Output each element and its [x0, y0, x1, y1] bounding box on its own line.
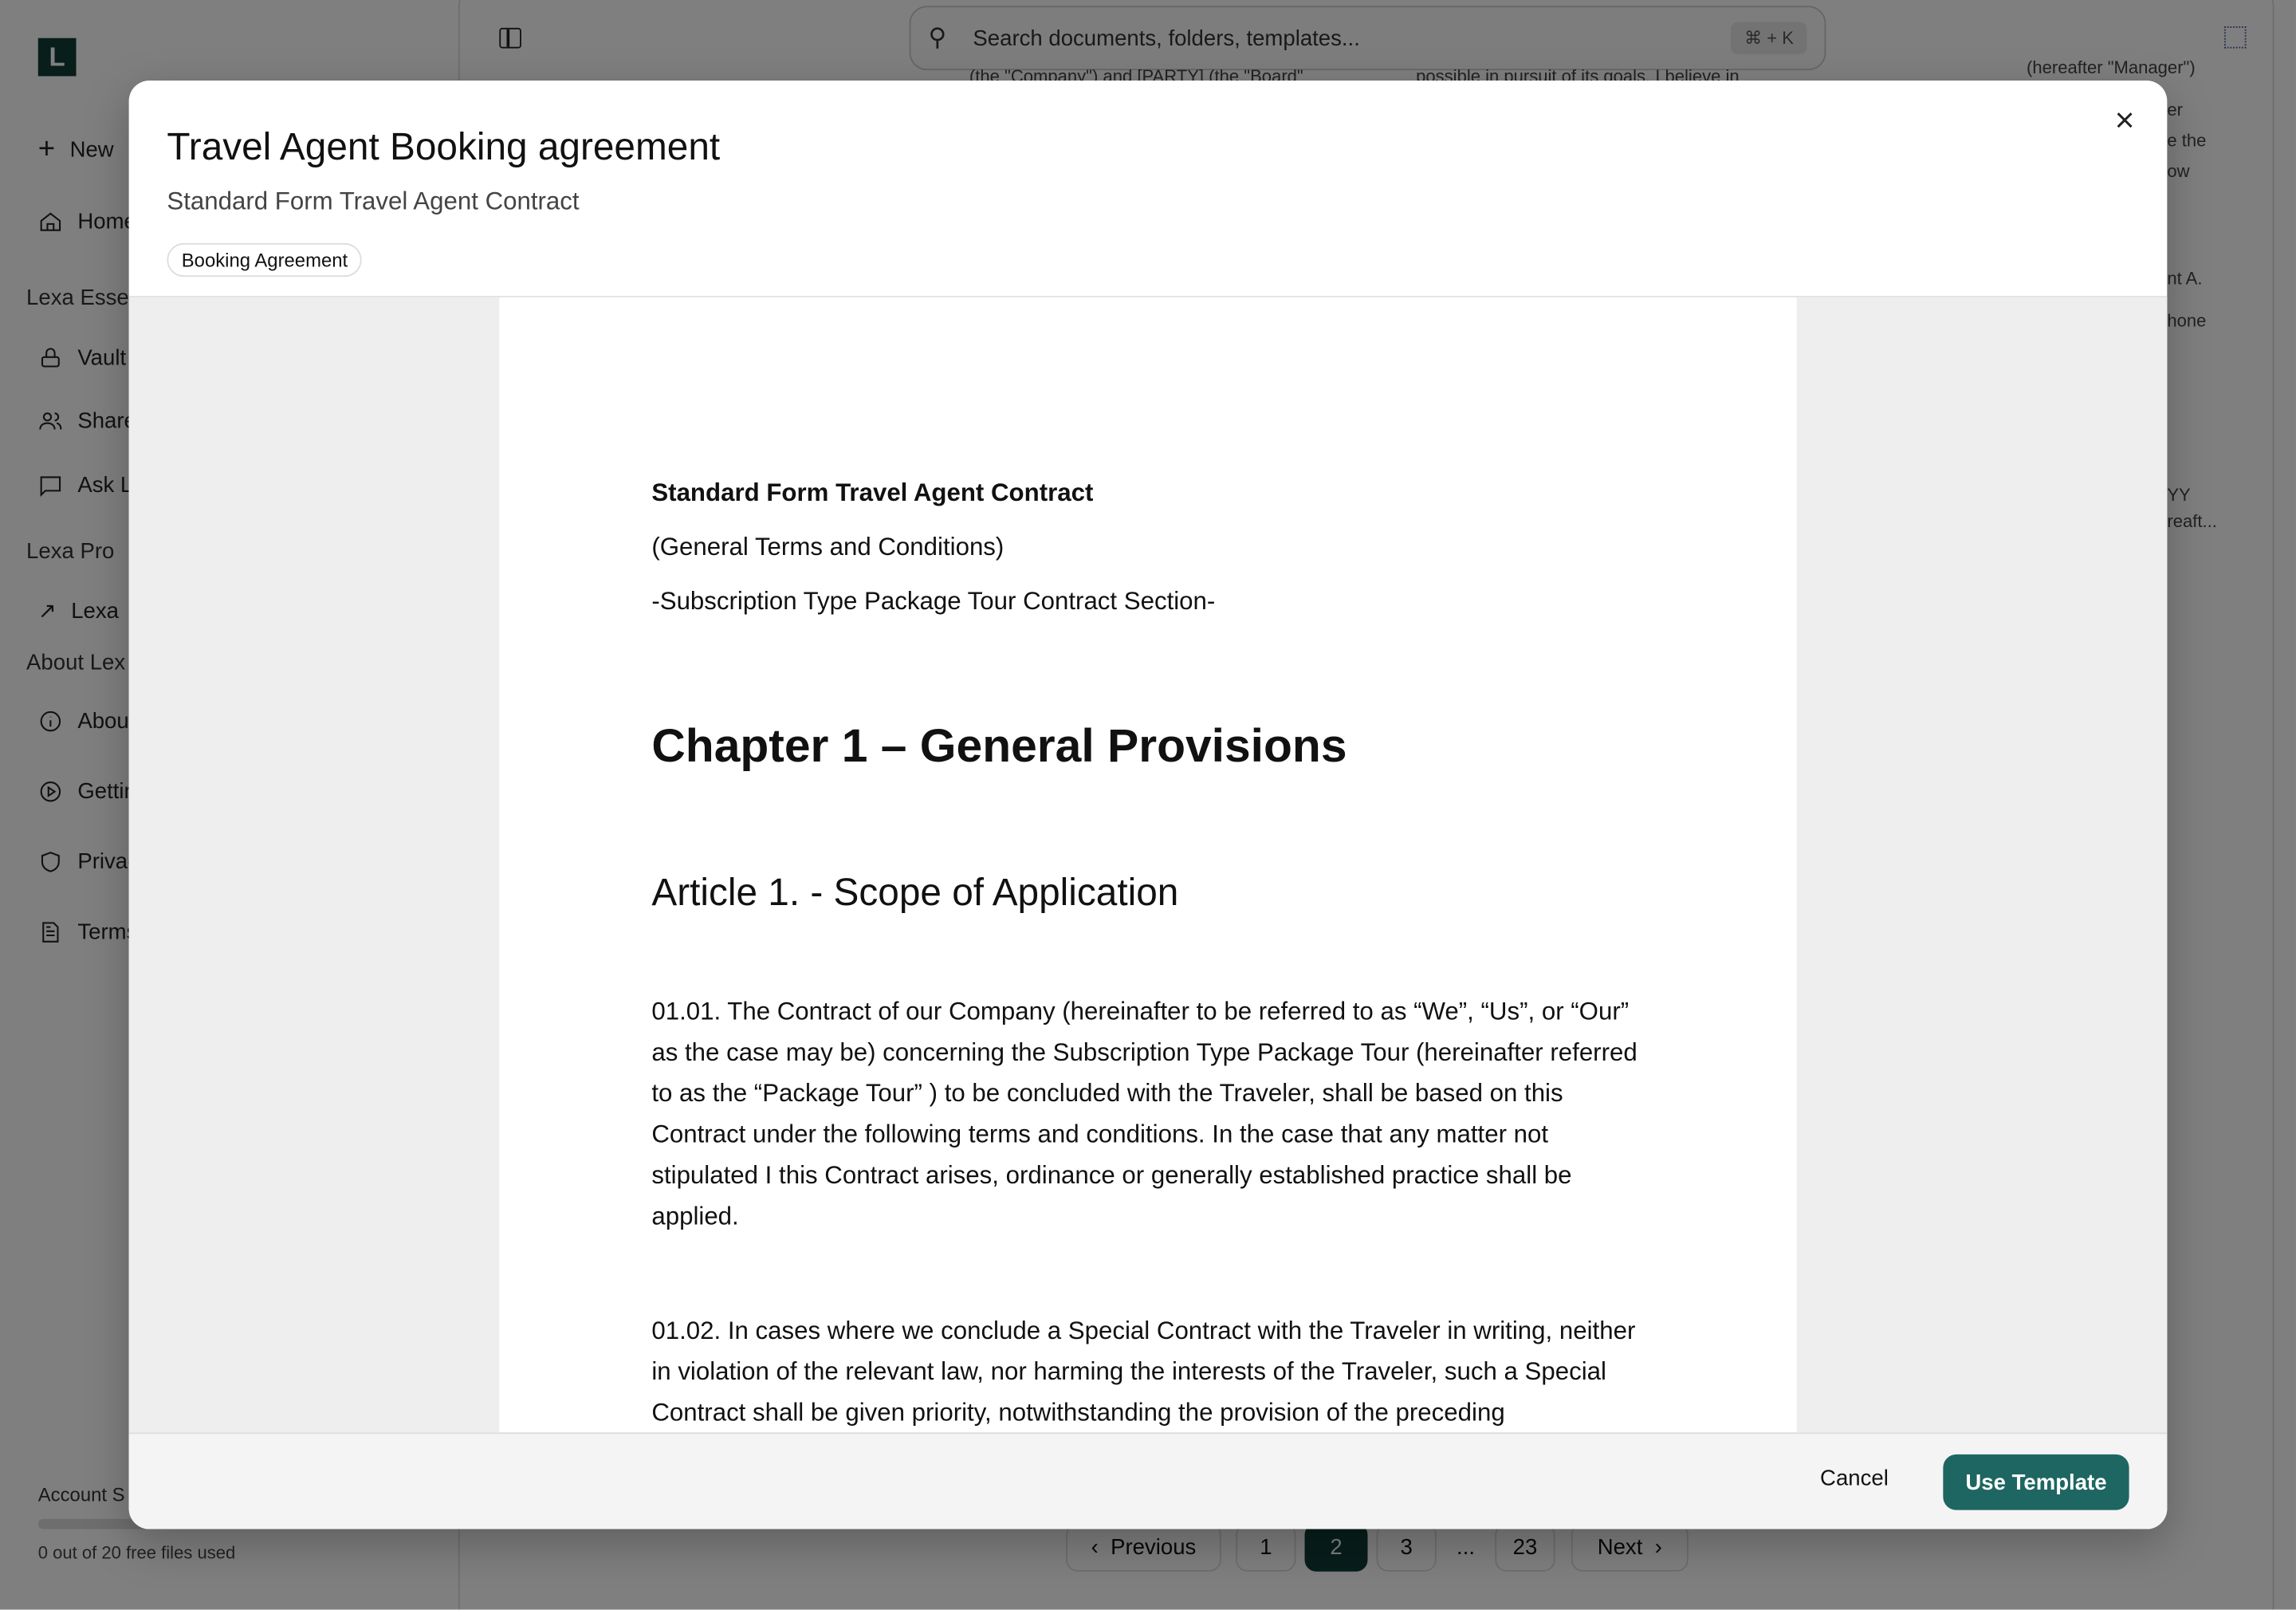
document-page — [499, 297, 1796, 1432]
document-preview[interactable] — [129, 297, 2168, 1432]
modal-title: Travel Agent Booking agreement — [167, 124, 721, 169]
doc-section: -Subscription Type Package Tour Contract Section- — [651, 587, 1216, 616]
paragraph: 01.02. In cases where we conclude a Special Contract with the Traveler in writing, neither in violation of the relevant law, nor harming the interests of the Traveler, such a Special Contract shall be given priority, notwithstanding the provision of the preceding — [651, 1317, 1636, 1427]
modal-footer — [129, 1432, 2168, 1529]
doc-subtitle: (General Terms and Conditions) — [651, 533, 1005, 561]
doc-title: Standard Form Travel Agent Contract — [651, 478, 1094, 507]
cancel-button[interactable]: Cancel — [1820, 1466, 1889, 1491]
use-template-button[interactable]: Use Template — [1943, 1455, 2129, 1510]
article-heading: Article 1. - Scope of Application — [651, 870, 1179, 915]
close-icon[interactable] — [2109, 104, 2141, 136]
modal-subtitle: Standard Form Travel Agent Contract — [167, 187, 580, 215]
chapter-heading: Chapter 1 – General Provisions — [651, 718, 1347, 772]
paragraph: 01.01. The Contract of our Company (hereinafter to be referred to as “We”, “Us”, or “Our” as the case may be) concerning the Subscription Type Package Tour (hereinafter referred to as the “Package Tour” ) to be concluded with the Traveler, shall be based on this Contract under the following terms and conditions. In the case that any matter not stipulated I this Contract arises, ordinance or generally established practice shall be applied. — [651, 997, 1637, 1230]
modal-header — [129, 81, 2168, 297]
template-preview-modal — [129, 81, 2168, 1529]
category-tag: Booking Agreement — [167, 243, 362, 277]
